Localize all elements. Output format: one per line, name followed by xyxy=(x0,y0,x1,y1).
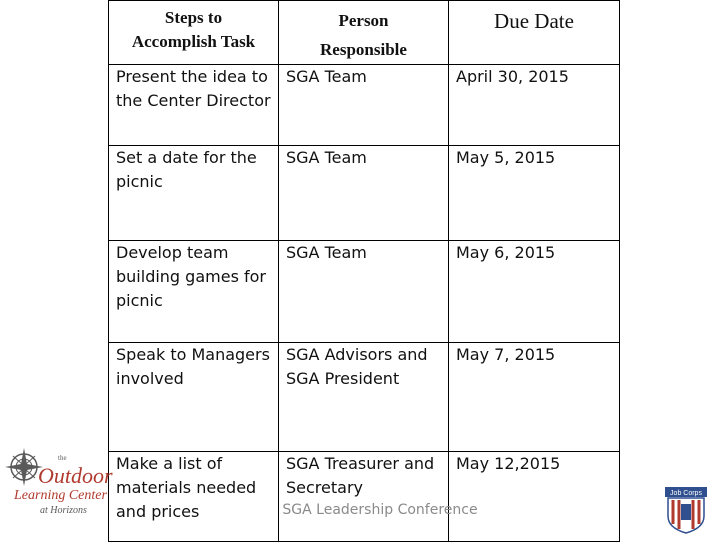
table-row xyxy=(109,343,620,452)
table-row xyxy=(109,241,620,343)
due-cell: May 6, 2015 xyxy=(449,241,620,343)
header-task xyxy=(109,1,279,65)
job-corps-logo xyxy=(662,486,710,534)
due-cell: May 5, 2015 xyxy=(449,146,620,241)
logo-line2: Outdoor xyxy=(38,463,113,488)
header-due xyxy=(449,1,620,65)
logo-line1: the xyxy=(58,454,67,462)
table-header-row xyxy=(109,1,620,65)
table-row xyxy=(109,146,620,241)
logo-line4: at Horizons xyxy=(40,505,87,516)
due-cell: May 7, 2015 xyxy=(449,343,620,452)
header-person xyxy=(279,1,449,65)
person-cell: SGA Team xyxy=(279,241,449,343)
table-row xyxy=(109,65,620,146)
task-cell: Develop team building games for picnic xyxy=(109,241,279,343)
badge-label: Job Corps xyxy=(670,490,702,497)
footer-text: SGA Leadership Conference xyxy=(282,502,478,518)
header-person-text: Person Responsible xyxy=(320,11,407,59)
person-cell: SGA Team xyxy=(279,65,449,146)
task-cell: Make a list of materials needed and prices xyxy=(109,452,279,542)
logo-line3: Learning Center xyxy=(14,488,107,503)
task-table xyxy=(108,0,620,542)
task-cell: Present the idea to the Center Director xyxy=(109,65,279,146)
header-task-text: Steps to Accomplish Task xyxy=(131,8,256,51)
outdoor-learning-center-logo xyxy=(0,445,120,525)
person-cell: SGA Team xyxy=(279,146,449,241)
task-cell: Speak to Managers involved xyxy=(109,343,279,452)
task-cell: Set a date for the picnic xyxy=(109,146,279,241)
person-cell: SGA Advisors and SGA President xyxy=(279,343,449,452)
due-cell: May 12,2015 xyxy=(449,452,620,542)
table-row xyxy=(109,452,620,542)
due-cell: April 30, 2015 xyxy=(449,65,620,146)
header-due-text: Due Date xyxy=(494,9,574,33)
person-cell: SGA Treasurer and Secretary xyxy=(279,452,449,542)
